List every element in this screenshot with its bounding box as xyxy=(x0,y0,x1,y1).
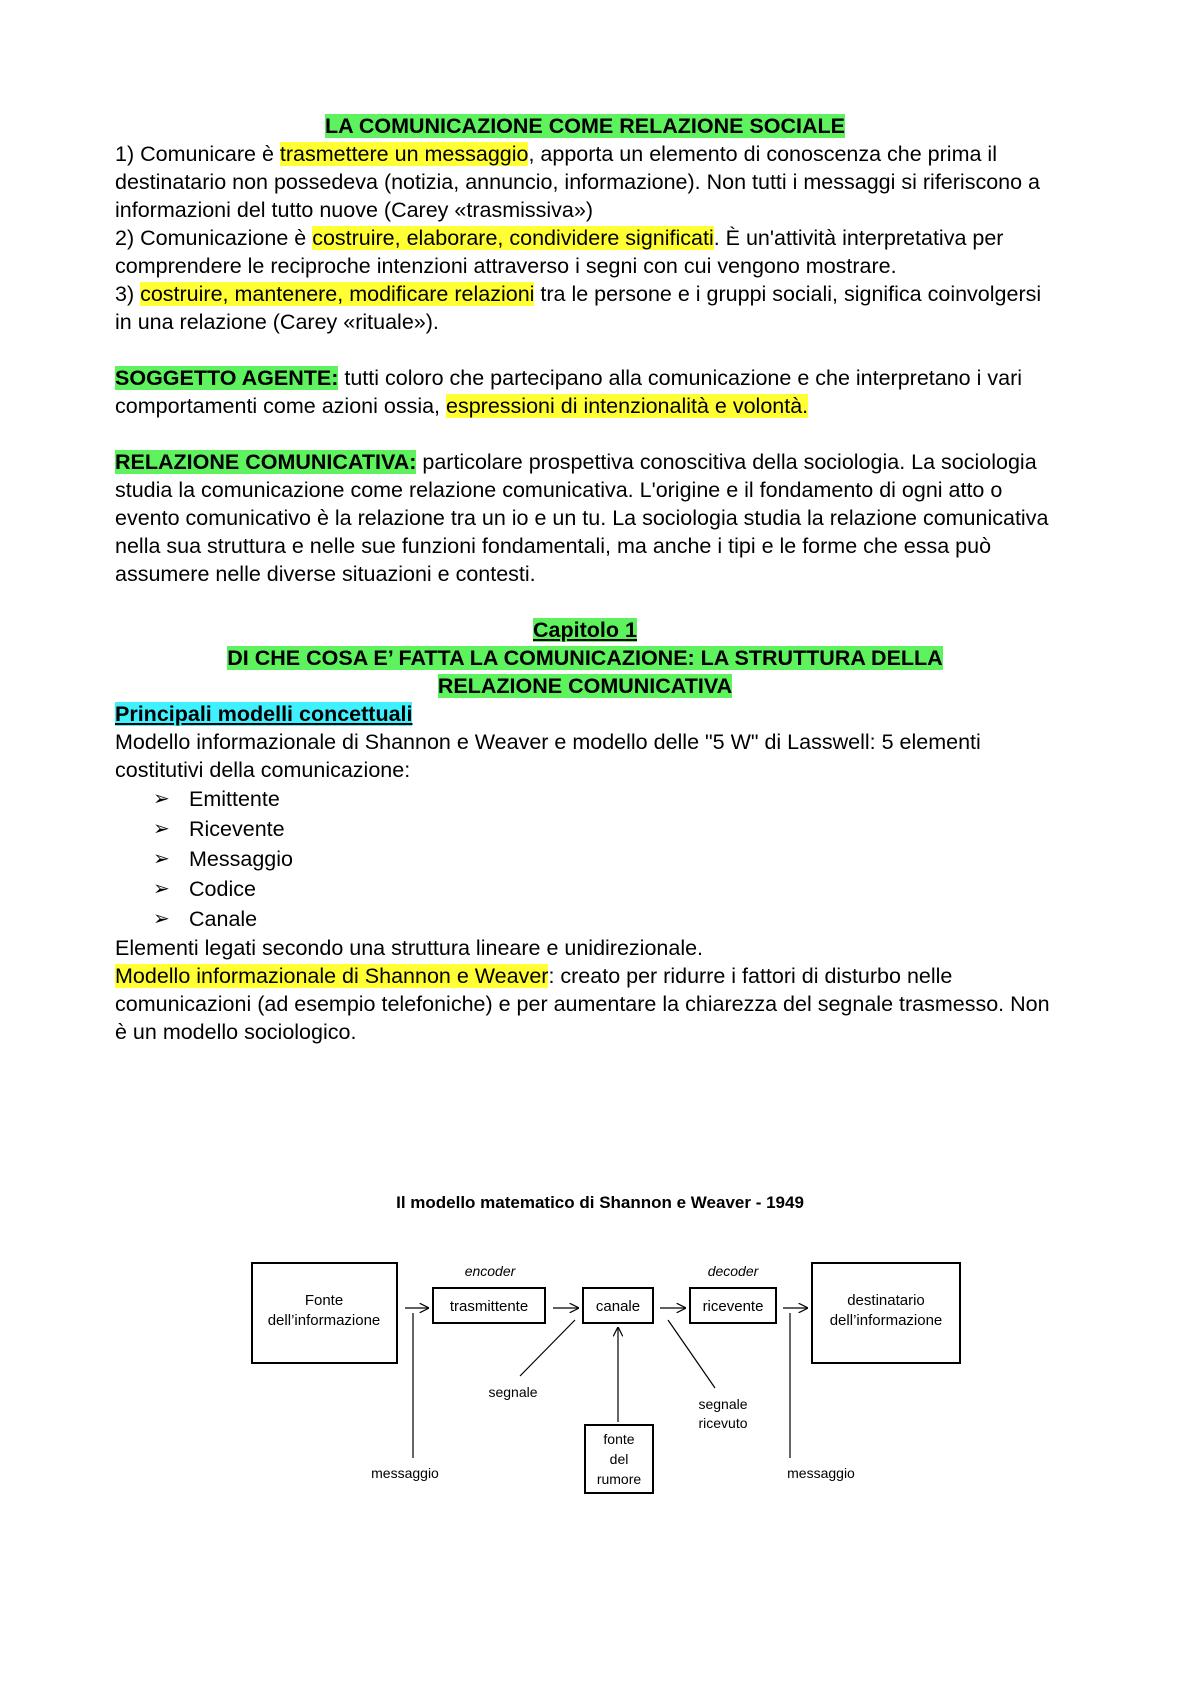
p3-highlight: costruire, mantenere, modificare relazioni xyxy=(140,282,535,306)
noise-label-1: fonte xyxy=(603,1431,635,1447)
source-label-2: dell’informazione xyxy=(267,1312,381,1329)
relazione-label: RELAZIONE COMUNICATIVA: xyxy=(115,450,417,474)
list-item xyxy=(153,814,1055,844)
list-item-label: Messaggio xyxy=(189,847,293,871)
p2-pre: 2) Comunicazione è xyxy=(115,226,313,250)
elements-list xyxy=(115,784,1055,934)
relazione-comunicativa-paragraph xyxy=(115,448,1055,588)
shannon-weaver-diagram xyxy=(0,1180,1200,1520)
list-item xyxy=(153,784,1055,814)
models-intro: Modello informazionale di Shannon e Weaver e modello delle "5 W" di Lasswell: 5 elementi costitutivi della comunicazione: xyxy=(115,730,981,782)
decoder-label: decoder xyxy=(707,1263,759,1279)
models-heading-text: Principali modelli concettuali xyxy=(115,702,413,726)
chapter-title xyxy=(115,644,1055,672)
transmitter-label: trasmittente xyxy=(449,1298,529,1315)
title-text: LA COMUNICAZIONE COME RELAZIONE SOCIALE xyxy=(325,114,845,138)
diagram-svg xyxy=(0,1180,1200,1520)
encoder-label: encoder xyxy=(464,1263,516,1279)
p3-post: tra le persone e i gruppi sociali, significa coinvolgersi in una relazione (Carey «rituale»). xyxy=(115,282,1042,334)
soggetto-label: SOGGETTO AGENTE: xyxy=(115,366,339,390)
models-heading xyxy=(115,700,1055,728)
soggetto-agente-paragraph xyxy=(115,364,1055,420)
noise-label-2: del xyxy=(609,1451,629,1467)
list-item-label: Canale xyxy=(189,907,258,931)
p2-post: . È un'attività interpretativa per comprendere le reciproche intenzioni attraverso i segni con cui vengono mostrare. xyxy=(115,226,1004,278)
source-label-1: Fonte xyxy=(304,1292,344,1309)
spacer xyxy=(115,336,1055,364)
p1-highlight: trasmettere un messaggio xyxy=(279,142,529,166)
message-right-label: messaggio xyxy=(787,1465,855,1481)
chapter-label-text: Capitolo 1 xyxy=(533,618,637,642)
relazione-text: particolare prospettiva conoscitiva della sociologia. La sociologia studia la comunicazione come relazione comunicativa. L'origine e il fondamento di ogni atto o evento comunicativo è la relazione tra un io e un tu. La sociologia studia la relazione comunicativa nella sua struttura e nelle sue funzioni fondamentali, ma anche i tipi e le forme che essa può assumere nelle diverse situazioni e contesti. xyxy=(115,450,1049,586)
diagram-title: Il modello matematico di Shannon e Weaver - 1949 xyxy=(396,1193,804,1212)
list-item-label: Ricevente xyxy=(189,817,285,841)
signal-pointer xyxy=(520,1320,575,1376)
list-item-label: Emittente xyxy=(189,787,280,811)
noise-label-3: rumore xyxy=(596,1471,642,1487)
channel-label: canale xyxy=(595,1298,641,1315)
arrow-bullet-icon: ➢ xyxy=(153,878,170,900)
document-body xyxy=(115,112,1055,1046)
destination-label-1: destinatario xyxy=(847,1292,925,1309)
chapter-title-line1: DI CHE COSA E’ FATTA LA COMUNICAZIONE: LA STRUTTURA DELLA xyxy=(227,646,943,670)
p2-highlight: costruire, elaborare, condividere significati xyxy=(312,226,714,250)
received-signal-label-1: segnale xyxy=(698,1396,748,1412)
paragraph-1 xyxy=(115,140,1055,224)
arrow-bullet-icon: ➢ xyxy=(153,908,170,930)
spacer xyxy=(115,420,1055,448)
received-signal-label-2: ricevuto xyxy=(698,1415,748,1431)
p1-post: , apporta un elemento di conoscenza che prima il destinatario non possedeva (notizia, annuncio, informazione). Non tutti i messaggi si riferiscono a informazioni del tutto nuove (Carey «trasmissiva») xyxy=(115,142,1040,222)
message-left-label: messaggio xyxy=(371,1465,439,1481)
list-item xyxy=(153,904,1055,934)
paragraph-3 xyxy=(115,280,1055,336)
spacer xyxy=(115,588,1055,616)
soggetto-text: tutti coloro che partecipano alla comunicazione e che interpretano i vari comportamenti come azioni ossia, xyxy=(115,366,1023,418)
arrow-bullet-icon: ➢ xyxy=(153,818,170,840)
p1-pre: 1) Comunicare è xyxy=(115,142,280,166)
arrow-bullet-icon: ➢ xyxy=(153,848,170,870)
soggetto-highlight: espressioni di intenzionalità e volontà. xyxy=(446,394,809,418)
shannon-highlight: Modello informazionale di Shannon e Weaver xyxy=(115,964,549,988)
chapter-label xyxy=(115,616,1055,644)
destination-label-2: dell’informazione xyxy=(829,1312,943,1329)
received-signal-pointer xyxy=(668,1320,715,1388)
signal-label: segnale xyxy=(488,1384,538,1400)
shannon-paragraph xyxy=(115,962,1055,1046)
chapter-title-line2: RELAZIONE COMUNICATIVA xyxy=(437,674,733,698)
list-item-label: Codice xyxy=(189,877,256,901)
list-item xyxy=(153,844,1055,874)
linear-structure-text: Elementi legati secondo una struttura lineare e unidirezionale. xyxy=(115,936,704,960)
page-title xyxy=(115,112,1055,140)
p3-pre: 3) xyxy=(115,282,141,306)
receiver-label: ricevente xyxy=(702,1298,764,1315)
chapter-title-2 xyxy=(115,672,1055,700)
arrow-bullet-icon: ➢ xyxy=(153,788,170,810)
list-item xyxy=(153,874,1055,904)
paragraph-2 xyxy=(115,224,1055,280)
shannon-text: : creato per ridurre i fattori di disturbo nelle comunicazioni (ad esempio telefoniche) e per aumentare la chiarezza del segnale trasmesso. Non è un modello sociologico. xyxy=(115,964,1050,1044)
